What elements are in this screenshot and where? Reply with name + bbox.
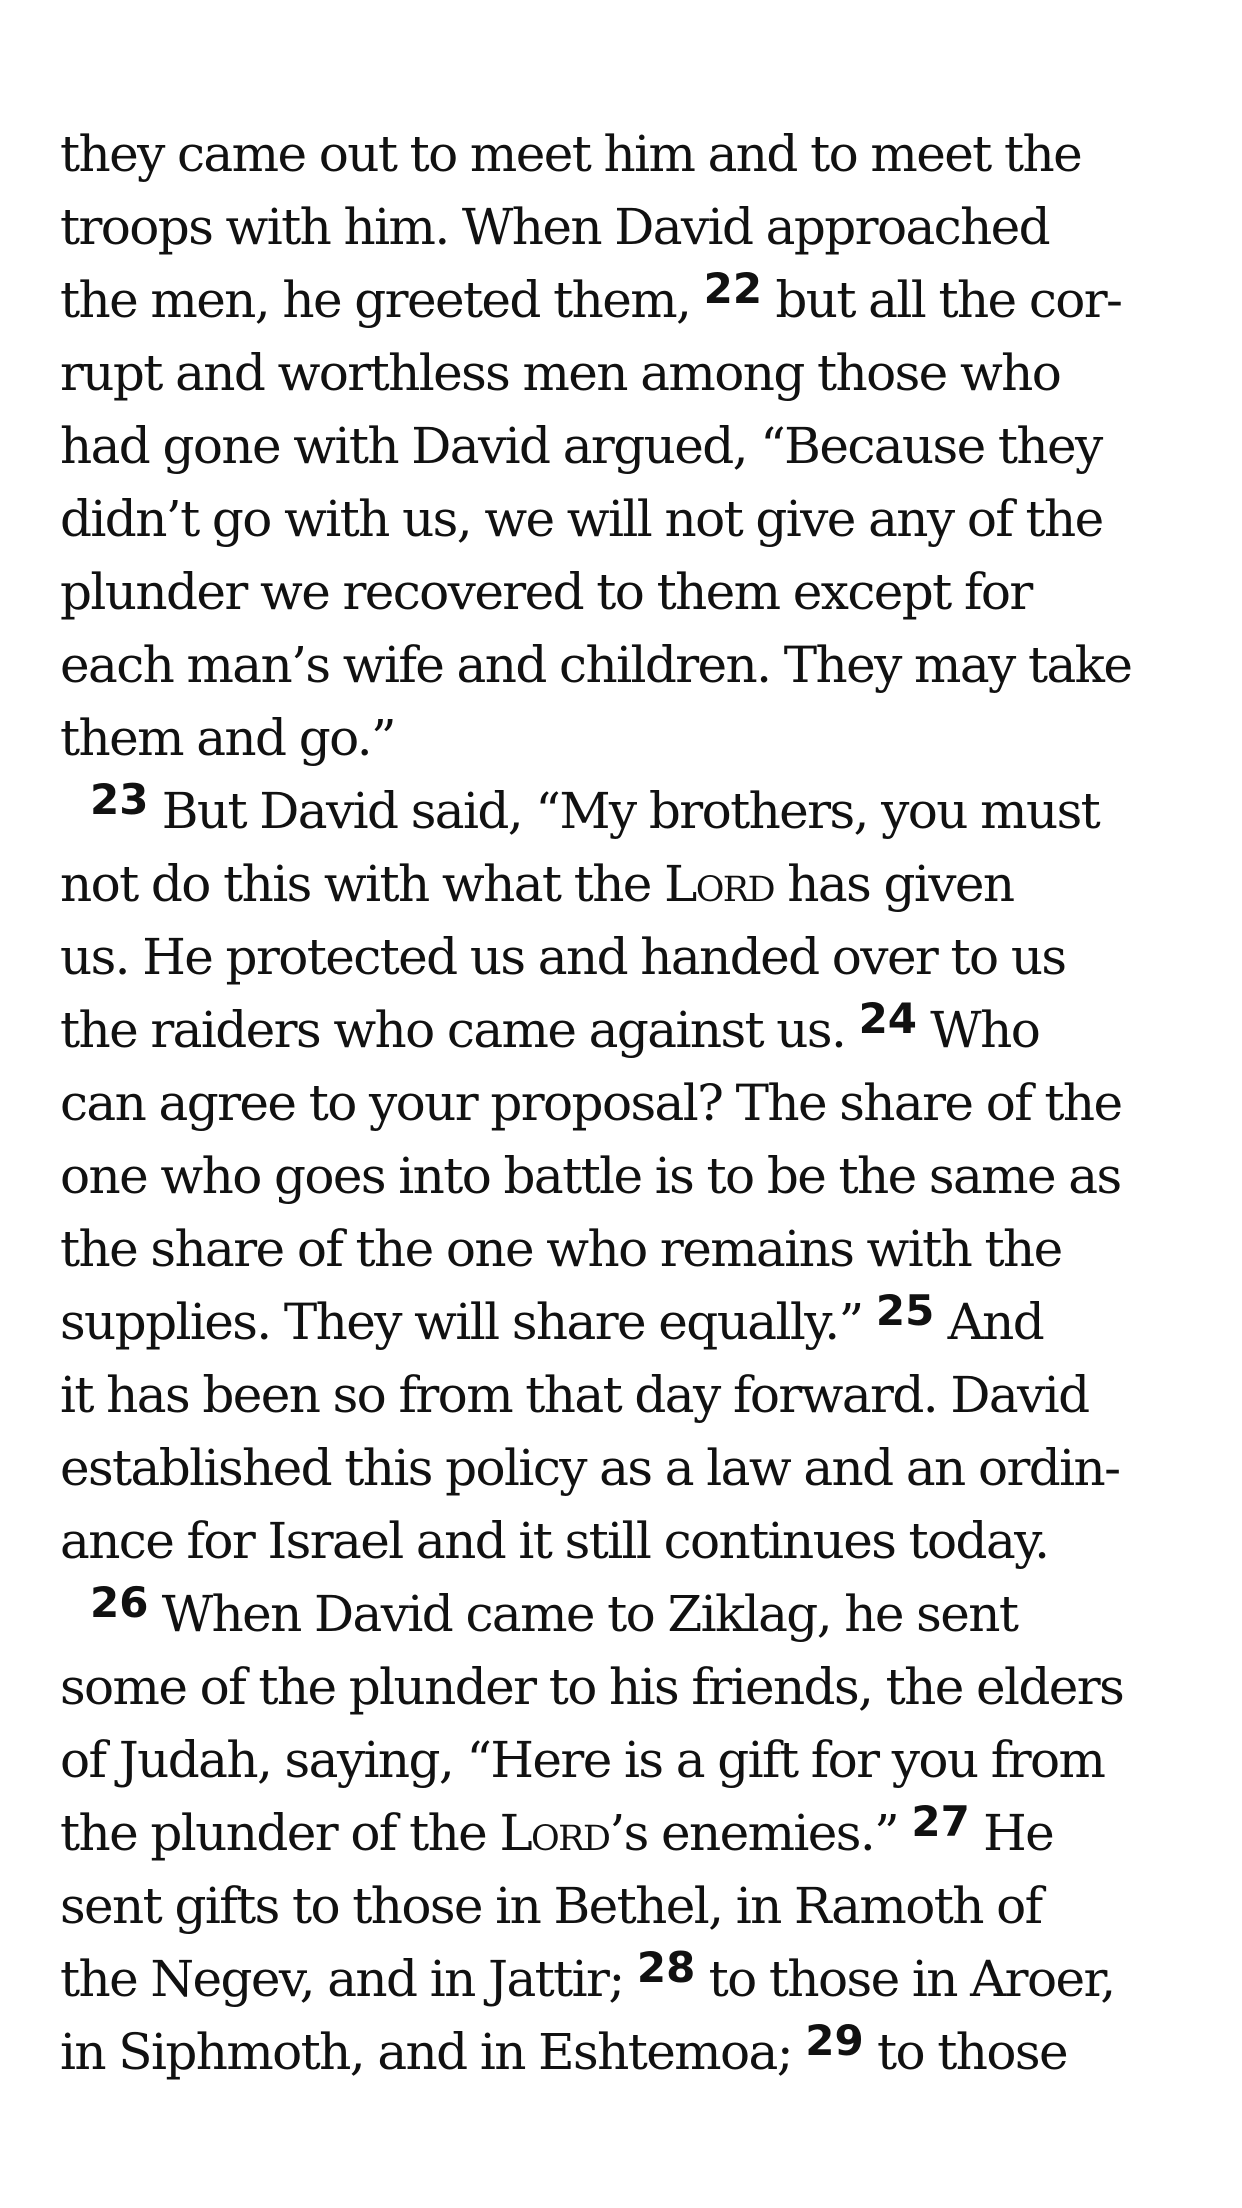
passage-text: it has been so from that day forward. David — [60, 1366, 1089, 1424]
passage-text: has given — [774, 855, 1014, 913]
text-line — [60, 1213, 1192, 1286]
text-line — [60, 921, 1192, 994]
passage-text: And — [934, 1293, 1044, 1351]
divine-name: Lord — [499, 1804, 610, 1862]
text-line — [60, 483, 1192, 556]
text-line — [60, 994, 1192, 1067]
passage-text: troops with him. When David approached — [60, 198, 1050, 256]
text-line — [60, 1140, 1192, 1213]
passage-text: rupt and worthless men among those who — [60, 344, 1061, 402]
passage-text: of Judah, saying, “Here is a gift for you from — [60, 1731, 1105, 1789]
passage-text: in Siphmoth, and in Eshtemoa; — [60, 2023, 806, 2081]
text-line — [60, 1797, 1192, 1870]
text-line — [60, 1724, 1192, 1797]
passage-text: one who goes into battle is to be the same as — [60, 1147, 1121, 1205]
text-line — [60, 1651, 1192, 1724]
passage-text: us. He protected us and handed over to us — [60, 928, 1066, 986]
passage-text: Who — [917, 1001, 1040, 1059]
verse-number: 23 — [90, 775, 149, 824]
text-line — [60, 1067, 1192, 1140]
text-line — [60, 1359, 1192, 1432]
passage-text: to those in Aroer, — [695, 1950, 1115, 2008]
passage-text: established this policy as a law and an ordin- — [60, 1439, 1120, 1497]
text-line — [60, 264, 1192, 337]
verse-number: 28 — [636, 1943, 696, 1992]
passage-text: sent gifts to those in Bethel, in Ramoth of — [60, 1877, 1042, 1935]
passage-text: But David said, “My brothers, you must — [148, 782, 1100, 840]
scripture-passage — [60, 118, 1192, 2089]
text-line — [60, 2016, 1192, 2089]
text-line — [60, 1432, 1192, 1505]
passage-text: ’s enemies.” — [609, 1804, 912, 1862]
text-line — [60, 556, 1192, 629]
text-line — [60, 118, 1192, 191]
passage-text: He — [969, 1804, 1054, 1862]
passage-text: they came out to meet him and to meet the — [60, 125, 1082, 183]
passage-text: the share of the one who remains with the — [60, 1220, 1062, 1278]
passage-text: the raiders who came against us. — [60, 1001, 859, 1059]
passage-text: each man’s wife and children. They may take — [60, 636, 1132, 694]
passage-text: but all the cor- — [762, 271, 1122, 329]
passage-text: didn’t go with us, we will not give any of the — [60, 490, 1103, 548]
verse-number: 26 — [90, 1578, 149, 1627]
text-line — [60, 1943, 1192, 2016]
text-line — [60, 1505, 1192, 1578]
passage-text: plunder we recovered to them except for — [60, 563, 1032, 621]
text-line — [60, 410, 1192, 483]
text-line — [60, 702, 1192, 775]
text-line — [60, 1578, 1192, 1651]
text-line — [60, 775, 1192, 848]
verse-number: 22 — [703, 264, 763, 313]
passage-text: ance for Israel and it still continues today. — [60, 1512, 1049, 1570]
text-line — [60, 191, 1192, 264]
passage-text: to those — [863, 2023, 1067, 2081]
passage-text: had gone with David argued, “Because they — [60, 417, 1102, 475]
passage-text: not do this with what the — [60, 855, 665, 913]
verse-number: 24 — [858, 994, 918, 1043]
divine-name: Lord — [664, 855, 775, 913]
text-line — [60, 629, 1192, 702]
passage-text: the Negev, and in Jattir; — [60, 1950, 637, 2008]
passage-text: them and go.” — [60, 709, 395, 767]
passage-text: the men, he greeted them, — [60, 271, 704, 329]
text-line — [60, 337, 1192, 410]
passage-text: supplies. They will share equally.” — [60, 1293, 876, 1351]
text-line — [60, 848, 1192, 921]
text-line — [60, 1870, 1192, 1943]
passage-text: the plunder of the — [60, 1804, 500, 1862]
verse-number: 25 — [875, 1286, 935, 1335]
passage-text: can agree to your proposal? The share of the — [60, 1074, 1122, 1132]
passage-text: When David came to Ziklag, he sent — [148, 1585, 1018, 1643]
text-line — [60, 1286, 1192, 1359]
passage-text: some of the plunder to his friends, the elders — [60, 1658, 1124, 1716]
verse-number: 27 — [911, 1797, 970, 1846]
verse-number: 29 — [805, 2016, 864, 2065]
